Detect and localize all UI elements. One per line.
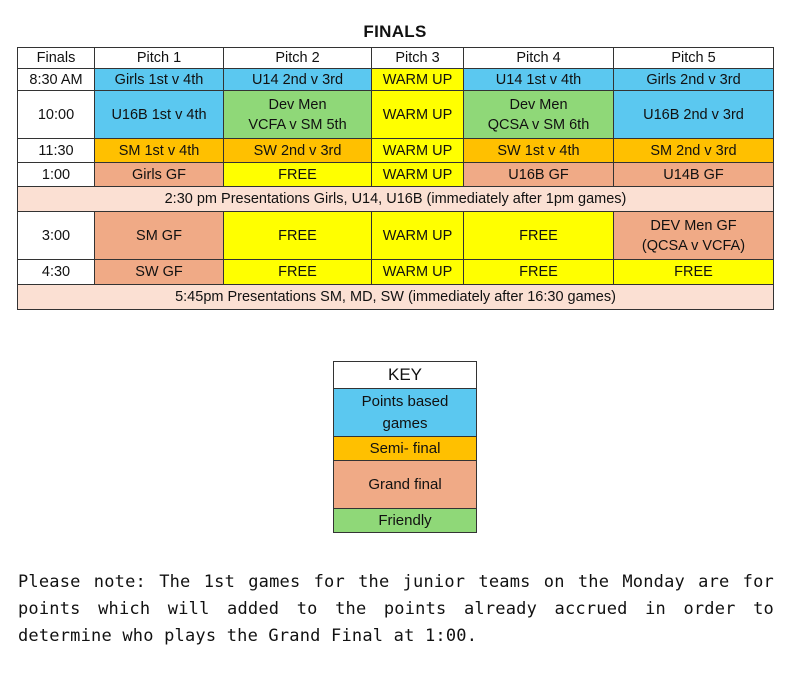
- game-cell: U14B GF: [614, 163, 774, 187]
- table-row: [18, 163, 774, 187]
- warmup-cell: WARM UP: [372, 91, 464, 139]
- game-line: DEV Men GF: [650, 217, 737, 234]
- game-cell: U16B 2nd v 3rd: [614, 91, 774, 139]
- presentation-cell: 5:45pm Presentations SM, MD, SW (immediately after 16:30 games): [18, 285, 774, 310]
- warmup-cell: WARM UP: [372, 260, 464, 285]
- free-cell: FREE: [464, 260, 614, 285]
- game-cell: SM GF: [95, 212, 224, 260]
- table-row: [18, 69, 774, 91]
- note-text: Please note: The 1st games for the junior teams on the Monday are for points which will added to the points already accrued in order to determine who plays the Grand Final at 1:00.: [18, 572, 774, 646]
- game-cell: U14 1st v 4th: [464, 69, 614, 91]
- game-cell: U16B 1st v 4th: [95, 91, 224, 139]
- game-cell: [614, 212, 774, 260]
- header-cell: Finals: [18, 48, 95, 69]
- game-cell: Girls 2nd v 3rd: [614, 69, 774, 91]
- presentation-row: [18, 187, 774, 212]
- key-grand-final: Grand final: [334, 461, 477, 509]
- game-cell: U14 2nd v 3rd: [224, 69, 372, 91]
- free-cell: FREE: [464, 212, 614, 260]
- free-cell: FREE: [614, 260, 774, 285]
- game-cell: SM 2nd v 3rd: [614, 139, 774, 163]
- key-legend: [333, 361, 477, 533]
- game-cell: SW 1st v 4th: [464, 139, 614, 163]
- game-cell: Girls GF: [95, 163, 224, 187]
- finals-schedule-table: [17, 47, 774, 310]
- key-friendly: Friendly: [334, 509, 477, 533]
- game-line: QCSA v SM 6th: [487, 116, 590, 133]
- game-line: VCFA v SM 5th: [248, 116, 347, 133]
- warmup-cell: WARM UP: [372, 139, 464, 163]
- game-cell: SW GF: [95, 260, 224, 285]
- warmup-cell: WARM UP: [372, 69, 464, 91]
- time-cell: 4:30: [18, 260, 95, 285]
- presentation-cell: 2:30 pm Presentations Girls, U14, U16B (immediately after 1pm games): [18, 187, 774, 212]
- game-line: Dev Men: [268, 96, 327, 113]
- header-cell: Pitch 4: [464, 48, 614, 69]
- free-cell: FREE: [224, 163, 372, 187]
- key-label: Points based: [361, 392, 449, 410]
- warmup-cell: WARM UP: [372, 163, 464, 187]
- time-cell: 8:30 AM: [18, 69, 95, 91]
- page-title: FINALS: [363, 22, 427, 41]
- game-cell: SM 1st v 4th: [95, 139, 224, 163]
- key-label: games: [382, 414, 428, 432]
- game-line: (QCSA v VCFA): [641, 237, 746, 254]
- header-row: [18, 48, 774, 69]
- time-cell: 1:00: [18, 163, 95, 187]
- game-cell: [224, 91, 372, 139]
- free-cell: FREE: [224, 212, 372, 260]
- key-points-based: [334, 389, 477, 437]
- presentation-row: [18, 285, 774, 310]
- free-cell: FREE: [224, 260, 372, 285]
- key-semi-final: Semi- final: [334, 437, 477, 461]
- table-row: [18, 212, 774, 260]
- header-cell: Pitch 2: [224, 48, 372, 69]
- header-cell: Pitch 3: [372, 48, 464, 69]
- game-cell: SW 2nd v 3rd: [224, 139, 372, 163]
- table-row: [18, 91, 774, 139]
- game-line: Dev Men: [509, 96, 568, 113]
- time-cell: 10:00: [18, 91, 95, 139]
- game-cell: Girls 1st v 4th: [95, 69, 224, 91]
- header-cell: Pitch 5: [614, 48, 774, 69]
- time-cell: 3:00: [18, 212, 95, 260]
- key-title: KEY: [334, 362, 477, 389]
- game-cell: [464, 91, 614, 139]
- warmup-cell: WARM UP: [372, 212, 464, 260]
- table-row: [18, 139, 774, 163]
- header-cell: Pitch 1: [95, 48, 224, 69]
- table-row: [18, 260, 774, 285]
- time-cell: 11:30: [18, 139, 95, 163]
- game-cell: U16B GF: [464, 163, 614, 187]
